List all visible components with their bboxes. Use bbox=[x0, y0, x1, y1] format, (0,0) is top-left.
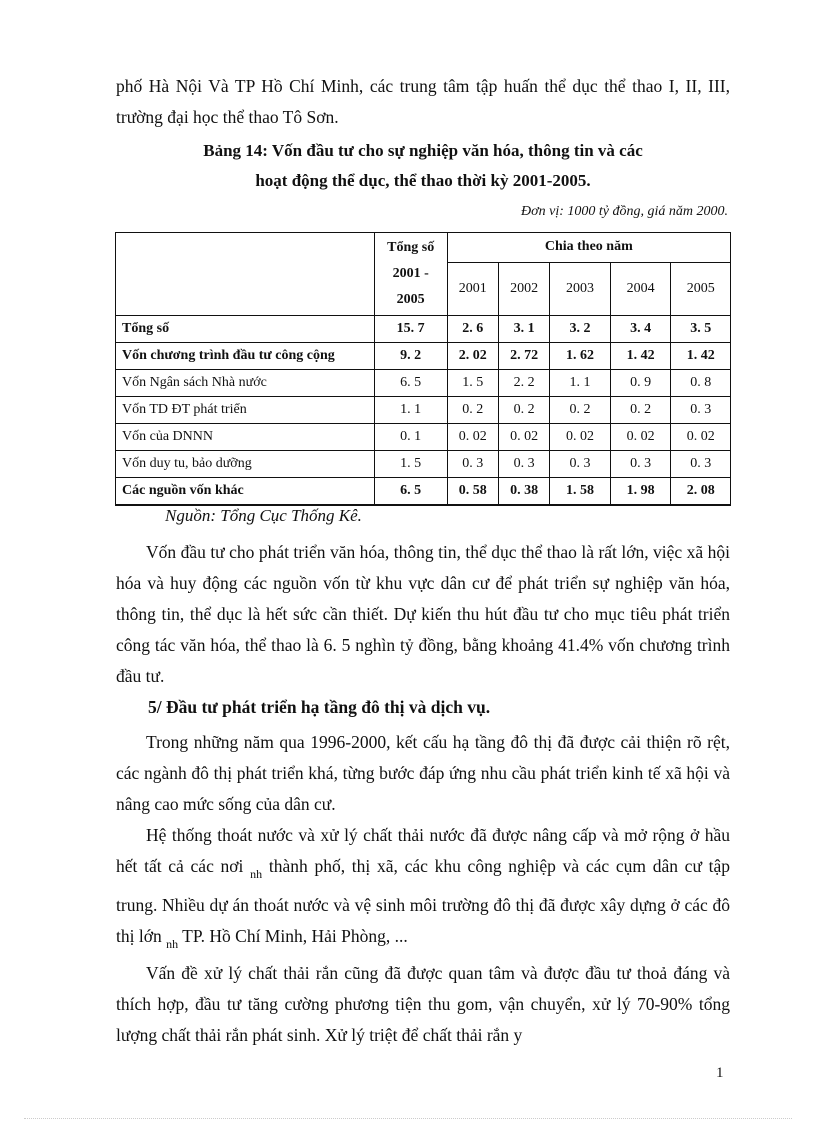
row-value: 0. 2 bbox=[498, 397, 549, 424]
paragraph-drainage bbox=[116, 820, 730, 960]
unit-note: Đơn vị: 1000 tỷ đồng, giá năm 2000. bbox=[521, 204, 728, 219]
table-row bbox=[116, 397, 731, 424]
row-total: 1. 5 bbox=[374, 451, 447, 478]
row-value: 0. 3 bbox=[610, 451, 671, 478]
row-value: 0. 9 bbox=[610, 370, 671, 397]
table-source: Nguồn: Tổng Cục Thống Kê. bbox=[165, 506, 362, 525]
investment-table bbox=[115, 232, 731, 506]
row-total: 0. 1 bbox=[374, 424, 447, 451]
row-total: 6. 5 bbox=[374, 478, 447, 506]
row-total: 1. 1 bbox=[374, 397, 447, 424]
paragraph-solid-waste: Vấn đề xử lý chất thải rắn cũng đã được quan tâm và được đầu tư thoả đáng và thích hợp, đầu tư tăng cường phương tiện thu gom, vận chuyển, xử lý 70-90% tổng lượng chất thải rắn phát sinh. Xử lý triệt để chất thải rắn y bbox=[116, 963, 730, 1045]
footer-divider bbox=[24, 1118, 792, 1119]
table-row bbox=[116, 316, 731, 343]
row-total: 9. 2 bbox=[374, 343, 447, 370]
subscript-nh: nh bbox=[166, 937, 179, 951]
row-value: 1. 1 bbox=[550, 370, 611, 397]
row-value: 0. 02 bbox=[550, 424, 611, 451]
row-label: Vốn TD ĐT phát triển bbox=[116, 397, 375, 424]
row-value: 1. 42 bbox=[671, 343, 731, 370]
table-title-line-2: hoạt động thể dục, thể thao thời kỳ 2001-2005. bbox=[255, 171, 591, 190]
row-value: 0. 3 bbox=[671, 397, 731, 424]
row-value: 0. 02 bbox=[610, 424, 671, 451]
year-header: 2004 bbox=[610, 262, 671, 315]
row-value: 1. 58 bbox=[550, 478, 611, 506]
row-value: 0. 2 bbox=[447, 397, 498, 424]
table-header-row bbox=[116, 233, 731, 263]
row-value: 0. 2 bbox=[610, 397, 671, 424]
row-value: 1. 5 bbox=[447, 370, 498, 397]
section-heading: 5/ Đầu tư phát triển hạ tầng đô thị và dịch vụ. bbox=[148, 697, 491, 717]
row-value: 2. 02 bbox=[447, 343, 498, 370]
year-header: 2001 bbox=[447, 262, 498, 315]
header-by-year: Chia theo năm bbox=[447, 233, 730, 263]
row-value: 2. 2 bbox=[498, 370, 549, 397]
row-value: 1. 98 bbox=[610, 478, 671, 506]
row-label: Tổng số bbox=[116, 316, 375, 343]
row-value: 1. 62 bbox=[550, 343, 611, 370]
year-header: 2005 bbox=[671, 262, 731, 315]
row-value: 0. 3 bbox=[447, 451, 498, 478]
row-value: 3. 2 bbox=[550, 316, 611, 343]
row-value: 2. 08 bbox=[671, 478, 731, 506]
row-value: 0. 38 bbox=[498, 478, 549, 506]
row-label: Vốn duy tu, bảo dưỡng bbox=[116, 451, 375, 478]
row-value: 0. 02 bbox=[447, 424, 498, 451]
subscript-nh: nh bbox=[250, 867, 263, 881]
table-row bbox=[116, 370, 731, 397]
year-header: 2002 bbox=[498, 262, 549, 315]
row-total: 15. 7 bbox=[374, 316, 447, 343]
paragraph-culture-investment: Vốn đầu tư cho phát triển văn hóa, thông tin, thể dục thể thao là rất lớn, việc xã hội hóa và huy động các nguồn vốn từ khu vực dân cư để phát triển sự nghiệp văn hóa, thông tin, thể dục là hết sức cần thiết. Dự kiến thu hút đầu tư cho mục tiêu phát triển công tác văn hóa, thể thao là 6. 5 nghìn tỷ đồng, bằng khoảng 41.4% vốn chương trình đầu tư. bbox=[116, 542, 730, 686]
paragraph-urban-infrastructure: Trong những năm qua 1996-2000, kết cấu hạ tầng đô thị đã được cải thiện rõ rệt, các ngành đô thị phát triển khá, từng bước đáp ứng nhu cầu phát triển kinh tế xã hội và nâng cao mức sống của dân cư. bbox=[116, 732, 730, 814]
row-value: 2. 72 bbox=[498, 343, 549, 370]
row-value: 2. 6 bbox=[447, 316, 498, 343]
row-label: Vốn Ngân sách Nhà nước bbox=[116, 370, 375, 397]
row-value: 3. 5 bbox=[671, 316, 731, 343]
table-row bbox=[116, 451, 731, 478]
row-value: 0. 02 bbox=[671, 424, 731, 451]
row-value: 0. 3 bbox=[498, 451, 549, 478]
row-value: 0. 02 bbox=[498, 424, 549, 451]
row-value: 0. 8 bbox=[671, 370, 731, 397]
row-label: Vốn của DNNN bbox=[116, 424, 375, 451]
row-value: 0. 58 bbox=[447, 478, 498, 506]
row-value: 0. 2 bbox=[550, 397, 611, 424]
table-row bbox=[116, 343, 731, 370]
table-row bbox=[116, 424, 731, 451]
row-value: 3. 4 bbox=[610, 316, 671, 343]
intro-paragraph: phố Hà Nội Và TP Hồ Chí Minh, các trung tâm tập huấn thể dục thể thao I, II, III, trường đại học thể thao Tô Sơn. bbox=[116, 76, 730, 127]
page-number: 1 bbox=[716, 1065, 724, 1081]
drainage-text-b: thành phố, thị xã, các khu công nghiệp và các cụm dân cư tập trung. Nhiều dự án thoát nước và vệ sinh môi trường đô thị đã được xây dựng ở các đô thị lớn bbox=[116, 856, 731, 946]
row-total: 6. 5 bbox=[374, 370, 447, 397]
row-value: 3. 1 bbox=[498, 316, 549, 343]
row-label: Vốn chương trình đầu tư công cộng bbox=[116, 343, 375, 370]
row-label: Các nguồn vốn khác bbox=[116, 478, 375, 506]
header-total: Tổng số 2001 - 2005 bbox=[374, 233, 447, 316]
year-header: 2003 bbox=[550, 262, 611, 315]
drainage-text-c: TP. Hồ Chí Minh, Hải Phòng, ... bbox=[182, 926, 408, 946]
row-value: 1. 42 bbox=[610, 343, 671, 370]
row-value: 0. 3 bbox=[671, 451, 731, 478]
table-title-line-1: Bảng 14: Vốn đầu tư cho sự nghiệp văn hóa, thông tin và các bbox=[203, 141, 643, 160]
drainage-text-a: Hệ thống thoát nước và xử lý chất thải nước đã được nâng cấp và mở rộng ở hầu hết tất cả các nơi bbox=[116, 825, 730, 876]
row-value: 0. 3 bbox=[550, 451, 611, 478]
header-label-cell bbox=[116, 233, 375, 316]
table-row bbox=[116, 478, 731, 506]
